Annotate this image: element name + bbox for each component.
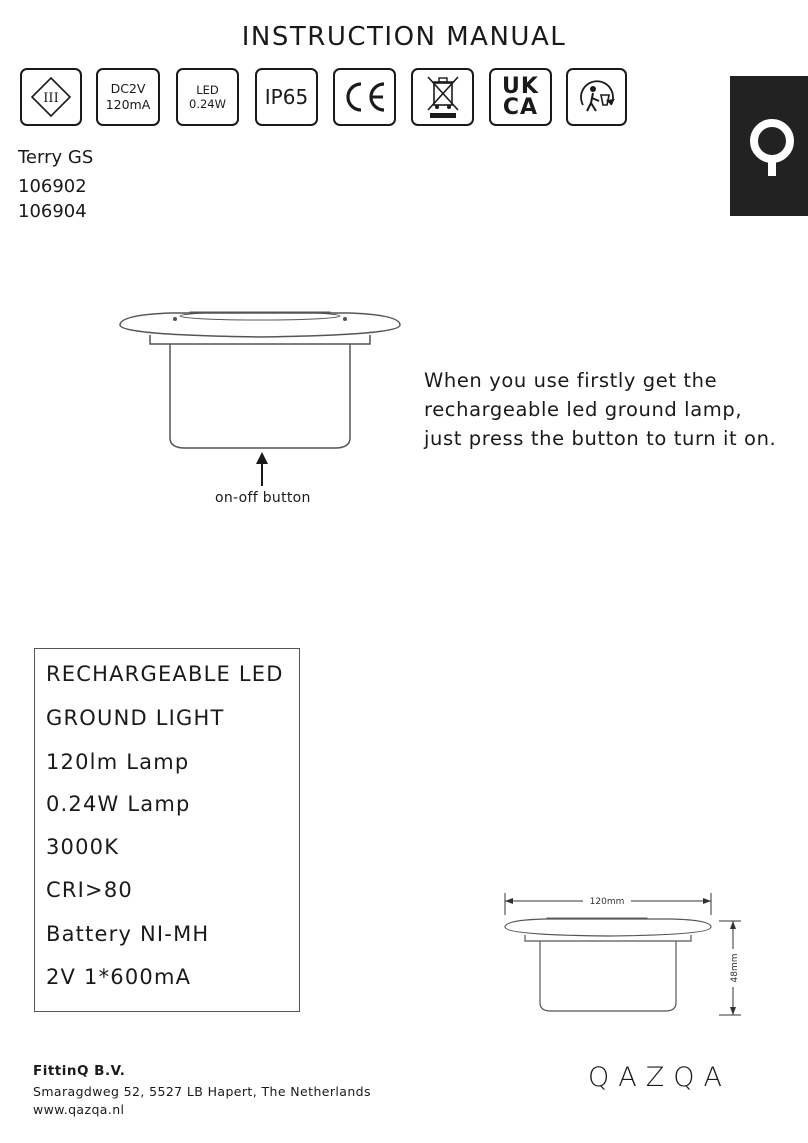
company-name: FittinQ B.V. — [33, 1063, 126, 1079]
weee-badge — [411, 68, 474, 126]
ukca-line-uk: UK — [502, 74, 539, 99]
brand-q-icon — [730, 76, 808, 216]
ip-rating: IP65 — [264, 85, 309, 109]
lamp-illustration — [110, 300, 410, 500]
dc-rating-badge — [96, 68, 160, 126]
instruction-line: rechargeable led ground lamp, — [424, 398, 743, 421]
product-code: 106902 — [18, 176, 87, 197]
instruction-line: just press the button to turn it on. — [424, 427, 777, 450]
class-iii-icon — [29, 75, 73, 119]
company-website[interactable]: www.qazqa.nl — [33, 1102, 125, 1117]
spec-line: 120lm Lamp — [46, 750, 190, 774]
led-power: LED 0.24W — [189, 83, 226, 111]
instruction-text — [424, 366, 776, 453]
dc-voltage: DC2V — [110, 81, 146, 96]
spec-line: GROUND LIGHT — [46, 706, 225, 730]
led-power-badge — [176, 68, 239, 126]
recycle-icon — [575, 75, 619, 119]
class-iii-badge — [20, 68, 82, 126]
class-iii-symbol: III — [43, 91, 59, 106]
spec-line: 3000K — [46, 835, 120, 859]
recycle-badge — [566, 68, 627, 126]
weee-bin-icon — [423, 74, 463, 120]
brand-side-tab — [730, 76, 808, 216]
ce-badge — [333, 68, 396, 126]
spec-line: RECHARGEABLE LED — [46, 662, 284, 686]
instruction-line: When you use firstly get the — [424, 369, 718, 392]
ukca-line-ca: CA — [502, 95, 539, 120]
dc-current: 120mA — [105, 97, 151, 112]
spec-line: CRI>80 — [46, 878, 133, 902]
spec-line: 2V 1*600mA — [46, 965, 192, 989]
product-code: 106904 — [18, 201, 87, 222]
ce-mark-icon — [342, 80, 388, 114]
manual-title: INSTRUCTION MANUAL — [241, 22, 567, 52]
company-address: Smaragdweg 52, 5527 LB Hapert, The Netherlands — [33, 1084, 371, 1099]
ukca-badge — [489, 68, 552, 126]
on-off-button-label: on-off button — [215, 490, 311, 506]
spec-line: 0.24W Lamp — [46, 792, 191, 816]
product-name: Terry GS — [18, 147, 94, 168]
dimension-drawing — [495, 885, 755, 1025]
width-dimension-label: 120mm — [589, 897, 625, 907]
spec-line: Battery NI-MH — [46, 922, 210, 946]
ip-rating-badge — [255, 68, 318, 126]
height-dimension-label: 48mm — [730, 953, 740, 983]
spec-box — [34, 648, 300, 1012]
brand-logo: QAZQA — [588, 1062, 731, 1093]
